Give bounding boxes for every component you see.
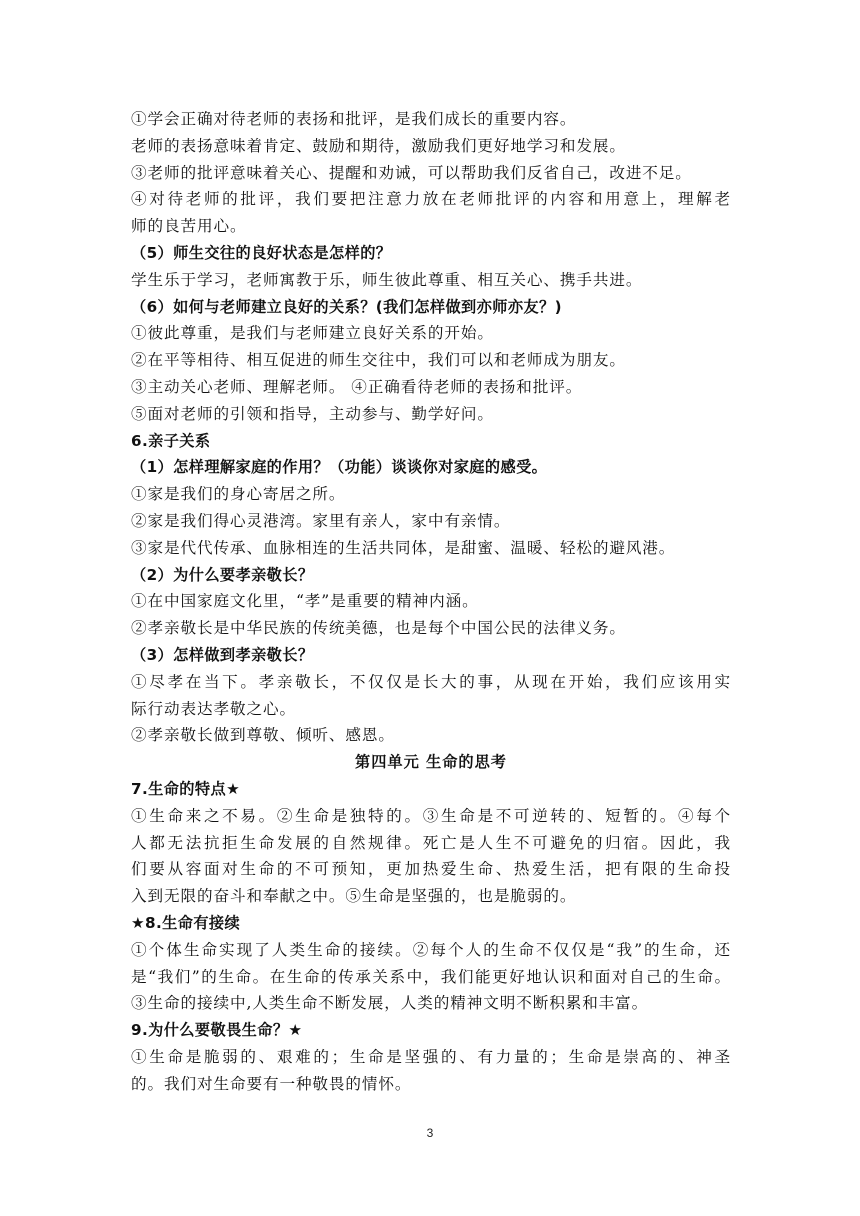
text-line: 学生乐于学习，老师寓教于乐，师生彼此尊重、相互关心、携手共进。 — [131, 270, 643, 289]
document-body — [131, 106, 731, 1097]
text-line: ①彼此尊重，是我们与老师建立良好关系的开始。 — [131, 324, 494, 343]
section-heading: （2）为什么要孝亲敬长？ — [131, 565, 314, 584]
unit-title: 第四单元 生命的思考 — [355, 753, 507, 772]
text-line: ④对待老师的批评，我们要把注意力放在老师批评的内容和用意上，理解老 — [131, 190, 731, 209]
section-heading: （6）如何与老师建立良好的关系？(我们怎样做到亦师亦友？) — [131, 297, 562, 316]
text-line: ①个体生命实现了人类生命的接续。②每个人的生命不仅仅是“我”的生命，还 — [131, 940, 731, 959]
text-line: 们要从容面对生命的不可预知，更加热爱生命、热爱生活，把有限的生命投 — [131, 860, 731, 879]
text-line: ②孝亲敬长做到尊敬、倾听、感恩。 — [131, 726, 395, 745]
section-heading: （1）怎样理解家庭的作用？（功能）谈谈你对家庭的感受。 — [131, 458, 548, 477]
section-heading: 9.为什么要敬畏生命？★ — [131, 1021, 303, 1040]
section-heading: ★8.生命有接续 — [131, 913, 241, 932]
text-line: ①在中国家庭文化里，“孝”是重要的精神内涵。 — [131, 592, 479, 611]
text-line: ①家是我们的身心寄居之所。 — [131, 485, 346, 504]
text-line: ⑤面对老师的引领和指导，主动参与、勤学好问。 — [131, 404, 494, 423]
text-line: ③生命的接续中,人类生命不断发展，人类的精神文明不断积累和丰富。 — [131, 994, 649, 1013]
text-line: ②在平等相待、相互促进的师生交往中，我们可以和老师成为朋友。 — [131, 351, 626, 370]
text-line: ①生命来之不易。②生命是独特的。③生命是不可逆转的、短暂的。④每个 — [131, 806, 731, 825]
text-line: ①学会正确对待老师的表扬和批评，是我们成长的重要内容。 — [131, 110, 577, 128]
text-line: 的。我们对生命要有一种敬畏的情怀。 — [131, 1074, 412, 1093]
text-line: ①尽孝在当下。孝亲敬长，不仅仅是长大的事，从现在开始，我们应该用实 — [131, 672, 731, 691]
text-line: ③老师的批评意味着关心、提醒和劝诫，可以帮助我们反省自己，改进不足。 — [131, 163, 692, 182]
section-heading: （5）师生交往的良好状态是怎样的？ — [131, 243, 392, 262]
text-line: ②家是我们得心灵港湾。家里有亲人，家中有亲情。 — [131, 511, 511, 530]
text-line: ②孝亲敬长是中华民族的传统美德，也是每个中国公民的法律义务。 — [131, 619, 626, 638]
text-line: ①生命是脆弱的、艰难的；生命是坚强的、有力量的；生命是崇高的、神圣 — [131, 1047, 731, 1066]
text-line: ③主动关心老师、理解老师。 ④正确看待老师的表扬和批评。 — [131, 377, 583, 396]
text-line: 人都无法抗拒生命发展的自然规律。死亡是人生不可避免的归宿。因此，我 — [131, 833, 731, 852]
text-line: 是“我们”的生命。在生命的传承关系中，我们能更好地认识和面对自己的生命。 — [131, 967, 731, 986]
section-heading: 7.生命的特点★ — [131, 779, 241, 798]
text-line: 老师的表扬意味着肯定、鼓励和期待，激励我们更好地学习和发展。 — [131, 136, 626, 155]
section-heading: 6.亲子关系 — [131, 431, 211, 450]
text-line: ③家是代代传承、血脉相连的生活共同体，是甜蜜、温暖、轻松的避风港。 — [131, 538, 676, 557]
page-number: 3 — [426, 1126, 434, 1140]
text-line: 师的良苦用心。 — [131, 217, 247, 236]
section-heading: （3）怎样做到孝亲敬长？ — [131, 645, 314, 664]
text-line: 际行动表达孝敬之心。 — [131, 699, 296, 718]
text-line: 入到无限的奋斗和奉献之中。⑤生命是坚强的，也是脆弱的。 — [131, 887, 577, 906]
